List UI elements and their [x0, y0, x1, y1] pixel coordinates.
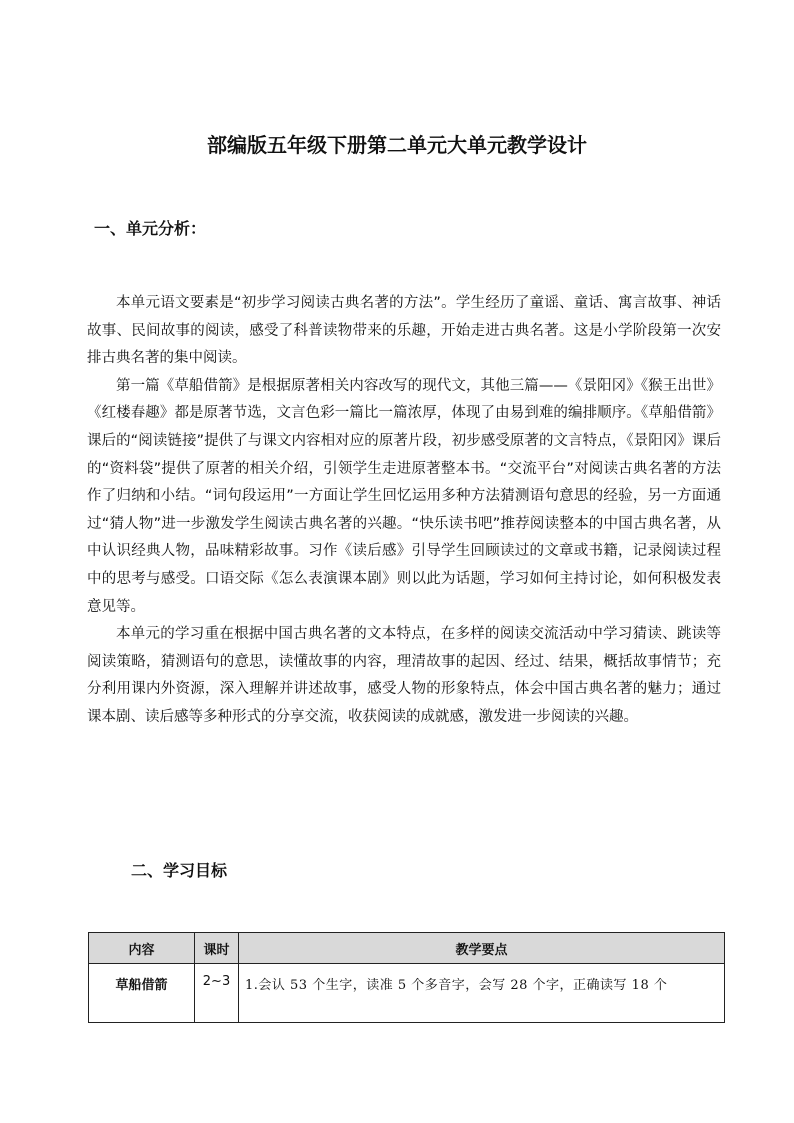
paragraph: 第一篇《草船借箭》是根据原著相关内容改写的现代文，其他三篇——《景阳冈》《猴王出世》《红楼春趣》都是原著节选，文言色彩一篇比一篇浓厚，体现了由易到难的编排顺序。《草船借箭》课后的“阅读链接”提供了与课文内容相对应的原著片段，初步感受原著的文言特点，《景阳冈》课后的“资料袋”提供了原著的相关介绍，引领学生走进原著整本书。“交流平台”对阅读古典名著的方法作了归纳和小结。“词句段运用”一方面让学生回忆运用多种方法猜测语句意思的经验，另一方面通过“猜人物”进一步激发学生阅读古典名著的兴趣。“快乐读书吧”推荐阅读整本的中国古典名著，从中认识经典人物，品味精彩故事。习作《读后感》引导学生回顾读过的文章或书籍，记录阅读过程中的思考与感受。口语交际《怎么表演课本剧》则以此为话题，学习如何主持讨论，如何积极发表意见等。	[87, 377, 721, 615]
paragraph: 本单元语文要素是“初步学习阅读古典名著的方法”。学生经历了童谣、童话、寓言故事、神话故事、民间故事的阅读，感受了科普读物带来的乐趣，开始走进古典名著。这是小学阶段第一次安排古典名著的集中阅读。	[87, 295, 721, 367]
learning-goals-table	[88, 932, 725, 1023]
cell-teaching-points: 1.会认 53 个生字，读准 5 个多音字，会写 28 个字，正确读写 18 个	[239, 964, 725, 1023]
table-row	[89, 964, 725, 1023]
header-content: 内容	[89, 933, 195, 964]
section-heading-learning-goals: 二、学习目标	[131, 861, 228, 880]
table-header-row	[89, 933, 725, 964]
header-teaching-points: 教学要点	[239, 933, 725, 964]
cell-content: 草船借箭	[89, 964, 195, 1023]
section-heading-unit-analysis: 一、单元分析：	[94, 219, 207, 238]
header-hours: 课时	[195, 933, 239, 964]
paragraph: 本单元的学习重在根据中国古典名著的文本特点，在多样的阅读交流活动中学习猜读、跳读等阅读策略，猜测语句的意思，读懂故事的内容，理清故事的起因、经过、结果，概括故事情节；充分利用课内外资源，深入理解并讲述故事，感受人物的形象特点，体会中国古典名著的魅力；通过课本剧、读后感等多种形式的分享交流，收获阅读的成就感，激发进一步阅读的兴趣。	[87, 626, 721, 725]
unit-analysis-body	[87, 290, 721, 732]
cell-hours: 2~3	[195, 964, 239, 1023]
document-title: 部编版五年级下册第二单元大单元教学设计	[207, 133, 587, 157]
